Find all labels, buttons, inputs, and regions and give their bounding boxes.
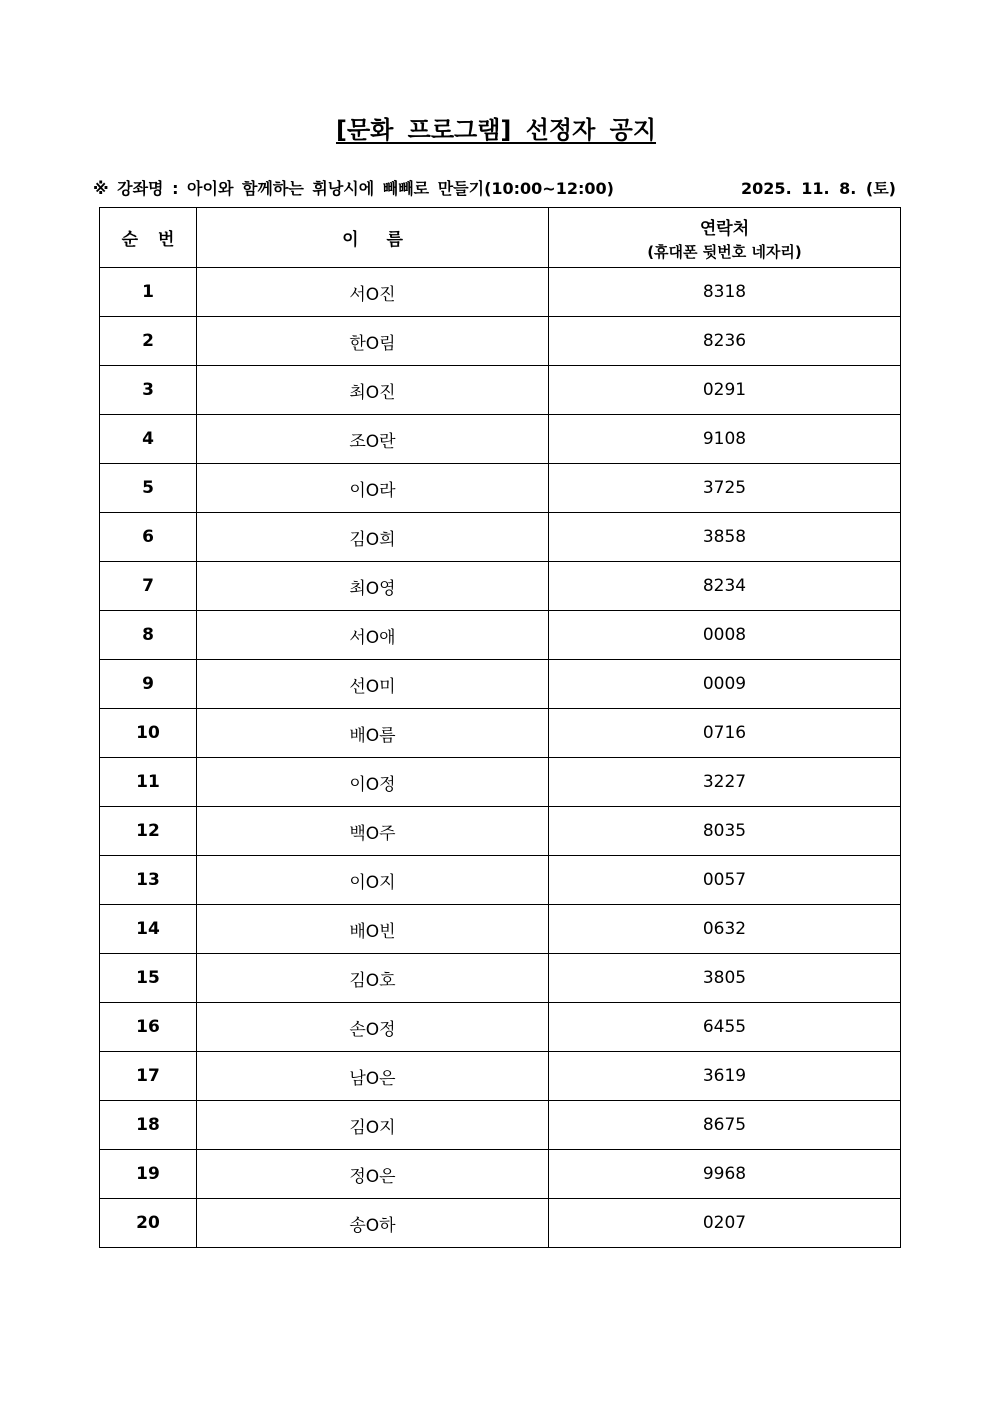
row-phone: 3619 <box>549 1052 901 1101</box>
row-phone: 6455 <box>549 1003 901 1052</box>
table-row <box>100 611 901 660</box>
table-row <box>100 464 901 513</box>
row-number: 10 <box>100 709 197 758</box>
table-row <box>100 856 901 905</box>
row-name: 김O희 <box>197 513 549 562</box>
row-number: 5 <box>100 464 197 513</box>
row-number: 15 <box>100 954 197 1003</box>
row-name: 배O빈 <box>197 905 549 954</box>
row-name: 서O진 <box>197 268 549 317</box>
row-number: 4 <box>100 415 197 464</box>
row-number: 18 <box>100 1101 197 1150</box>
table-row <box>100 268 901 317</box>
table-row <box>100 562 901 611</box>
header-name: 이 름 <box>197 208 549 268</box>
table-row <box>100 317 901 366</box>
row-name: 김O지 <box>197 1101 549 1150</box>
row-phone: 8234 <box>549 562 901 611</box>
row-number: 13 <box>100 856 197 905</box>
row-number: 3 <box>100 366 197 415</box>
document-title <box>0 110 992 145</box>
row-phone: 0009 <box>549 660 901 709</box>
row-phone: 3805 <box>549 954 901 1003</box>
row-number: 11 <box>100 758 197 807</box>
row-phone: 8035 <box>549 807 901 856</box>
row-name: 손O정 <box>197 1003 549 1052</box>
row-phone: 0291 <box>549 366 901 415</box>
row-phone: 3725 <box>549 464 901 513</box>
header-contact <box>549 208 901 268</box>
table-row <box>100 1199 901 1248</box>
document-title-text: [문화 프로그램] 선정자 공지 <box>335 116 657 144</box>
row-name: 송O하 <box>197 1199 549 1248</box>
row-phone: 0632 <box>549 905 901 954</box>
table-row <box>100 1101 901 1150</box>
table-row <box>100 1150 901 1199</box>
header-number: 순 번 <box>100 208 197 268</box>
row-name: 이O정 <box>197 758 549 807</box>
table-body <box>100 268 901 1248</box>
table-row <box>100 807 901 856</box>
row-number: 14 <box>100 905 197 954</box>
row-phone: 0008 <box>549 611 901 660</box>
row-name: 김O호 <box>197 954 549 1003</box>
table-row <box>100 513 901 562</box>
header-contact-sublabel: (휴대폰 뒷번호 네자리) <box>647 242 802 261</box>
table-row <box>100 660 901 709</box>
row-name: 조O란 <box>197 415 549 464</box>
row-name: 정O은 <box>197 1150 549 1199</box>
table-row <box>100 758 901 807</box>
table-row <box>100 366 901 415</box>
table-row <box>100 905 901 954</box>
row-name: 최O영 <box>197 562 549 611</box>
selected-participants-table <box>99 207 901 1248</box>
row-phone: 9968 <box>549 1150 901 1199</box>
table-row <box>100 954 901 1003</box>
row-number: 19 <box>100 1150 197 1199</box>
course-info-line <box>93 176 899 200</box>
row-phone: 3227 <box>549 758 901 807</box>
row-phone: 0716 <box>549 709 901 758</box>
row-number: 9 <box>100 660 197 709</box>
row-name: 선O미 <box>197 660 549 709</box>
row-number: 2 <box>100 317 197 366</box>
row-number: 1 <box>100 268 197 317</box>
row-phone: 3858 <box>549 513 901 562</box>
course-name: ※ 강좌명 : 아이와 함께하는 휘낭시에 빼빼로 만들기(10:00~12:00) <box>93 179 614 198</box>
row-phone: 9108 <box>549 415 901 464</box>
row-name: 남O은 <box>197 1052 549 1101</box>
row-number: 12 <box>100 807 197 856</box>
table-row <box>100 1003 901 1052</box>
notice-date: 2025. 11. 8. (토) <box>741 179 896 198</box>
row-name: 서O애 <box>197 611 549 660</box>
row-phone: 0057 <box>549 856 901 905</box>
table-row <box>100 709 901 758</box>
row-name: 한O림 <box>197 317 549 366</box>
row-number: 8 <box>100 611 197 660</box>
row-phone: 0207 <box>549 1199 901 1248</box>
row-number: 16 <box>100 1003 197 1052</box>
row-phone: 8236 <box>549 317 901 366</box>
row-phone: 8318 <box>549 268 901 317</box>
row-phone: 8675 <box>549 1101 901 1150</box>
row-number: 20 <box>100 1199 197 1248</box>
row-number: 6 <box>100 513 197 562</box>
row-number: 7 <box>100 562 197 611</box>
row-name: 이O라 <box>197 464 549 513</box>
row-name: 이O지 <box>197 856 549 905</box>
row-name: 백O주 <box>197 807 549 856</box>
row-name: 최O진 <box>197 366 549 415</box>
row-number: 17 <box>100 1052 197 1101</box>
table-row <box>100 415 901 464</box>
header-contact-label: 연락처 <box>699 218 750 239</box>
table-header-row <box>100 208 901 268</box>
table-row <box>100 1052 901 1101</box>
row-name: 배O름 <box>197 709 549 758</box>
